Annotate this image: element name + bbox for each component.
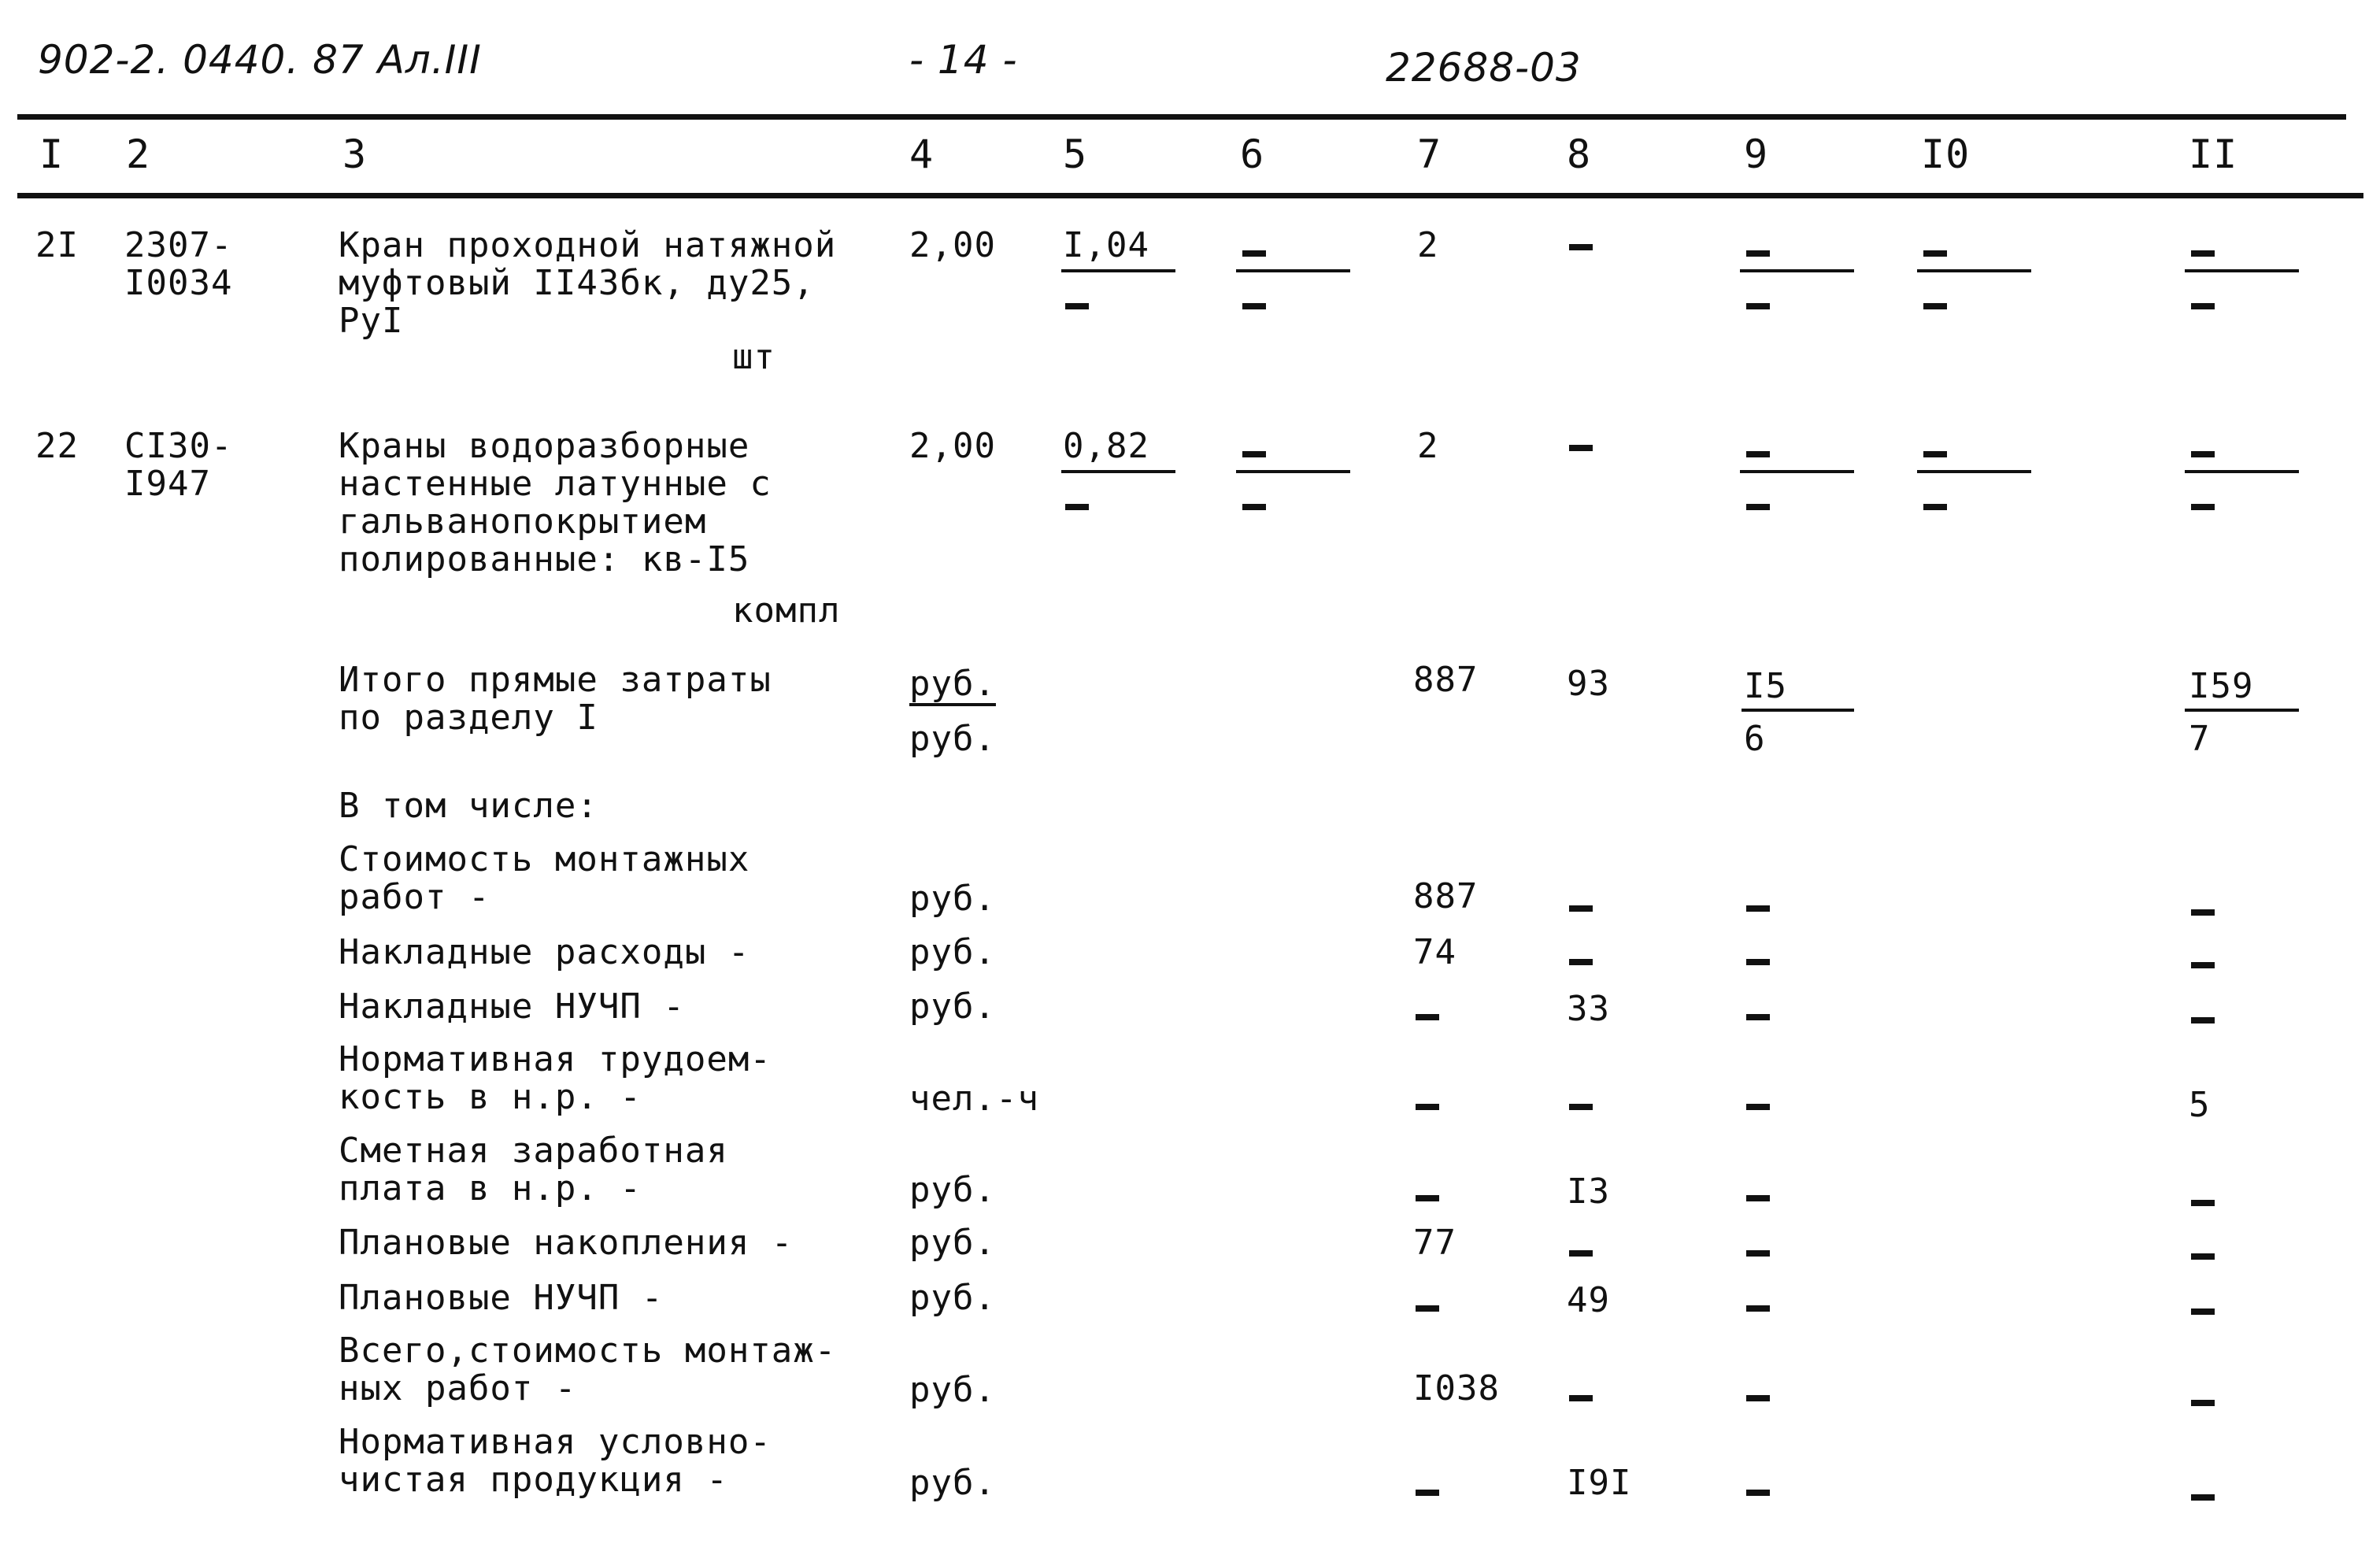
col-number-7: 7 [1417, 131, 1442, 177]
breakdown-col11-labor-intensity: 5 [2189, 1085, 2211, 1125]
dash-planned-savings-col9 [1746, 1250, 1770, 1257]
breakdown-unit-overhead-nuchp: руб. [909, 986, 996, 1027]
totals-col8: 93 [1567, 664, 1610, 704]
row-21-number: 2I [35, 225, 79, 265]
totals-col9-top: I5 [1744, 666, 1787, 706]
row-22-col7-value: 2 [1417, 426, 1439, 466]
row-21-col11-fraction-line [2185, 269, 2299, 272]
breakdown-label-overhead-nuchp: Накладные НУЧП - [339, 986, 685, 1027]
breakdown-col8-estimated-wages: I3 [1567, 1172, 1610, 1212]
dash-estimated-wages-col7 [1416, 1195, 1439, 1201]
dash-estimated-wages-col9 [1746, 1195, 1770, 1201]
breakdown-unit-installation-cost: руб. [909, 879, 996, 919]
dash-total-installation-col9 [1746, 1395, 1770, 1401]
breakdown-col7-installation-cost: 887 [1413, 876, 1479, 916]
breakdown-label-planned-savings: Плановые накопления - [339, 1223, 794, 1263]
row-21-col11-dash-bottom [2191, 303, 2215, 309]
dash-labor-intensity-col8 [1569, 1104, 1593, 1110]
row-22-col11-dash-bottom [2191, 504, 2215, 510]
dash-planned-savings-col8 [1569, 1250, 1593, 1257]
dash-total-installation-col8 [1569, 1395, 1593, 1401]
row-21-quantity: 2,00 [909, 225, 996, 265]
breakdown-label-net-production: Нормативная условно- чистая продукция - [339, 1422, 772, 1500]
breakdown-col8-net-production: I9I [1567, 1463, 1632, 1503]
col-number-3: 3 [342, 131, 368, 177]
dash-installation-cost-col8 [1569, 905, 1593, 912]
header-rule [17, 193, 2363, 198]
row-22-description: Краны водоразборные настенные латунные с гальванопокрытием полированные: кв-I5 [339, 426, 772, 579]
dash-total-installation-col11 [2191, 1400, 2215, 1406]
row-21-unit: шт [732, 337, 775, 377]
col-number-1: I [39, 131, 65, 177]
dash-labor-intensity-col9 [1746, 1104, 1770, 1110]
totals-unit-bottom: руб. [909, 719, 996, 759]
row-22-number: 22 [35, 426, 79, 466]
row-21-col6-dash-bottom [1242, 303, 1266, 309]
breakdown-label-labor-intensity: Нормативная трудоем- кость в н.р. - [339, 1039, 772, 1117]
row-21-col6-fraction-line [1236, 269, 1350, 272]
breakdown-unit-total-installation: руб. [909, 1370, 996, 1410]
row-21-col11-dash-top [2191, 250, 2215, 257]
dash-planned-nuchp-col11 [2191, 1308, 2215, 1315]
row-21-col9-dash-top [1746, 250, 1770, 257]
dash-overhead-nuchp-col7 [1416, 1014, 1439, 1020]
row-22-col6-dash-bottom [1242, 504, 1266, 510]
breakdown-unit-overhead: руб. [909, 932, 996, 972]
row-22-col9-dash-top [1746, 451, 1770, 457]
row-22-price: 0,82 [1063, 426, 1149, 466]
breakdown-unit-planned-nuchp: руб. [909, 1278, 996, 1318]
breakdown-unit-estimated-wages: руб. [909, 1170, 996, 1210]
totals-col9-fraction-line [1742, 709, 1854, 712]
breakdown-unit-planned-savings: руб. [909, 1223, 996, 1263]
breakdown-label-planned-nuchp: Плановые НУЧП - [339, 1278, 664, 1318]
document-code: 902-2. 0440. 87 Ал.III [38, 37, 482, 83]
breakdown-col7-planned-savings: 77 [1413, 1223, 1457, 1263]
totals-col11-bottom: 7 [2189, 719, 2211, 759]
row-22-code: CI30- I947 [124, 426, 233, 504]
row-21-description: Кран проходной натяжной муфтовый II43бк, ду25, РуI [339, 225, 837, 341]
dash-planned-savings-col11 [2191, 1253, 2215, 1260]
row-21-col5-dash [1065, 303, 1089, 309]
breakdown-col7-overhead: 74 [1413, 932, 1457, 972]
dash-overhead-col11 [2191, 962, 2215, 968]
col-number-5: 5 [1063, 131, 1088, 177]
breakdown-label-installation-cost: Стоимость монтажных работ - [339, 839, 750, 917]
dash-planned-nuchp-col9 [1746, 1305, 1770, 1312]
row-21-col10-dash-top [1923, 250, 1947, 257]
dash-overhead-nuchp-col11 [2191, 1017, 2215, 1023]
row-22-col5-dash [1065, 504, 1089, 510]
totals-col7: 887 [1413, 660, 1479, 700]
row-22-col11-dash-top [2191, 451, 2215, 457]
breakdown-label-overhead: Накладные расходы - [339, 932, 750, 972]
row-21-col10-dash-bottom [1923, 303, 1947, 309]
row-21-col6-dash-top [1242, 250, 1266, 257]
dash-overhead-col9 [1746, 959, 1770, 965]
dash-labor-intensity-col7 [1416, 1104, 1439, 1110]
dash-estimated-wages-col11 [2191, 1200, 2215, 1206]
row-22-col8-dash [1569, 445, 1593, 451]
row-22-quantity: 2,00 [909, 426, 996, 466]
totals-unit-top: руб. [909, 664, 996, 704]
col-number-9: 9 [1744, 131, 1769, 177]
row-22-col10-dash-top [1923, 451, 1947, 457]
row-21-col8-dash [1569, 244, 1593, 250]
row-22-unit: компл [732, 590, 841, 631]
top-rule [17, 114, 2346, 120]
row-21-price-fraction-line [1061, 269, 1175, 272]
row-22-col6-dash-top [1242, 451, 1266, 457]
breakdown-label-estimated-wages: Сметная заработная плата в н.р. - [339, 1131, 728, 1209]
row-22-col10-fraction-line [1917, 470, 2031, 473]
col-number-11: II [2189, 131, 2238, 177]
dash-overhead-nuchp-col9 [1746, 1014, 1770, 1020]
breakdown-unit-labor-intensity: чел.-ч [909, 1079, 1039, 1119]
totals-col11-top: I59 [2189, 666, 2254, 706]
row-21-col9-dash-bottom [1746, 303, 1770, 309]
col-number-2: 2 [126, 131, 151, 177]
row-21-code: 2307- I0034 [124, 225, 233, 303]
row-21-col10-fraction-line [1917, 269, 2031, 272]
row-22-col6-fraction-line [1236, 470, 1350, 473]
dash-installation-cost-col11 [2191, 909, 2215, 916]
row-21-price: I,04 [1063, 225, 1149, 265]
breakdown-col8-overhead-nuchp: 33 [1567, 989, 1610, 1029]
totals-col9-bottom: 6 [1744, 719, 1766, 759]
dash-planned-nuchp-col7 [1416, 1305, 1439, 1312]
page-number: - 14 - [909, 37, 1018, 83]
inventory-number: 22688-03 [1386, 45, 1582, 91]
totals-label: Итого прямые затраты по разделу I [339, 660, 772, 738]
breakdown-label-total-installation: Всего,стоимость монтаж- ных работ - [339, 1331, 837, 1408]
col-number-4: 4 [909, 131, 935, 177]
row-21-col9-fraction-line [1740, 269, 1854, 272]
row-22-col9-fraction-line [1740, 470, 1854, 473]
breakdown-unit-net-production: руб. [909, 1463, 996, 1503]
col-number-6: 6 [1240, 131, 1265, 177]
row-21-col7-value: 2 [1417, 225, 1439, 265]
dash-net-production-col7 [1416, 1490, 1439, 1496]
col-number-10: I0 [1921, 131, 1971, 177]
row-22-col10-dash-bottom [1923, 504, 1947, 510]
breakdown-col8-planned-nuchp: 49 [1567, 1280, 1610, 1320]
totals-col11-fraction-line [2185, 709, 2299, 712]
dash-installation-cost-col9 [1746, 905, 1770, 912]
breakdown-col7-total-installation: I038 [1413, 1368, 1500, 1408]
dash-net-production-col9 [1746, 1490, 1770, 1496]
row-22-col9-dash-bottom [1746, 504, 1770, 510]
row-22-col11-fraction-line [2185, 470, 2299, 473]
row-22-price-fraction-line [1061, 470, 1175, 473]
col-number-8: 8 [1567, 131, 1592, 177]
breakdown-title: В том числе: [339, 786, 598, 826]
dash-net-production-col11 [2191, 1494, 2215, 1501]
dash-overhead-col8 [1569, 959, 1593, 965]
